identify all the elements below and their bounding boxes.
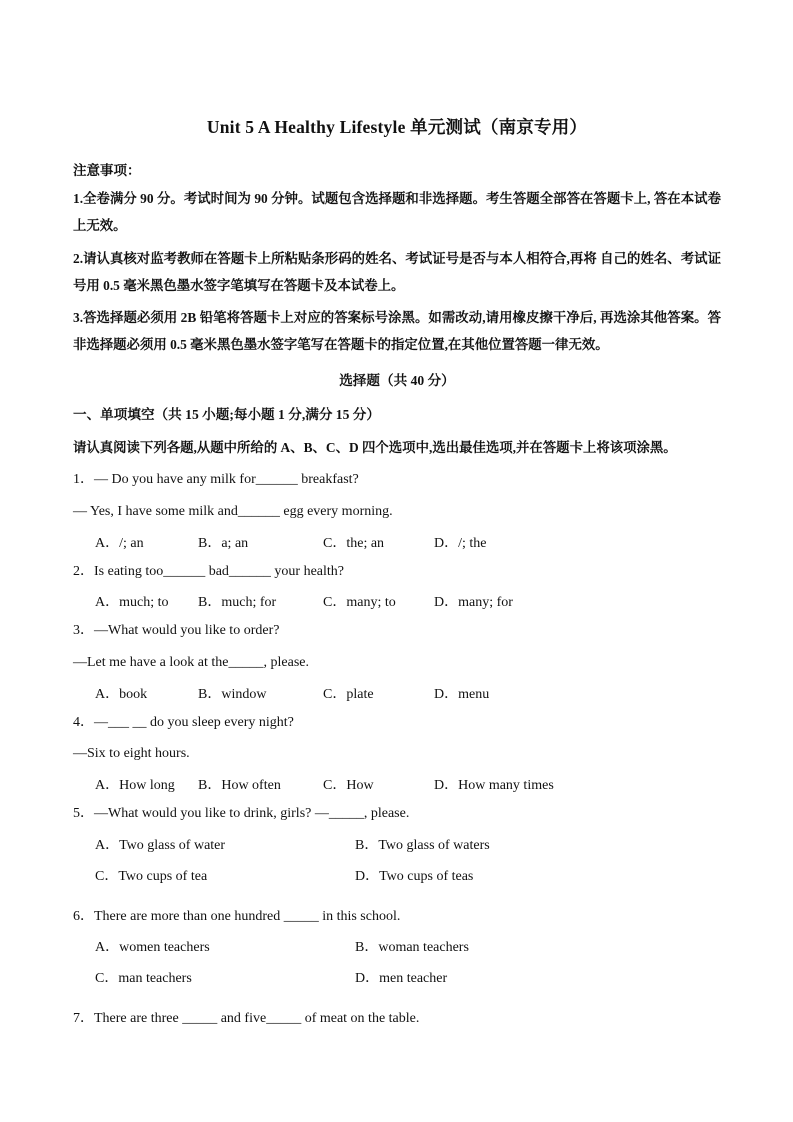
question-reply: —Six to eight hours. bbox=[73, 746, 190, 762]
option-row bbox=[73, 775, 721, 794]
option-grid-row bbox=[73, 866, 721, 897]
question-stem bbox=[73, 906, 721, 928]
question-7 bbox=[73, 1008, 721, 1030]
option-d[interactable]: D．men teacher bbox=[355, 971, 448, 987]
option-d[interactable]: D．many; for bbox=[434, 595, 513, 611]
option-grid-row bbox=[73, 968, 721, 999]
option-b[interactable]: B．woman teachers bbox=[355, 940, 469, 956]
option-b[interactable]: B．Two glass of waters bbox=[355, 837, 490, 853]
option-c[interactable]: C．man teachers bbox=[95, 971, 192, 987]
option-grid bbox=[73, 937, 721, 999]
option-c[interactable]: C．the; an bbox=[323, 535, 385, 551]
question-text: There are more than one hundred _____ in this school. bbox=[94, 908, 401, 924]
question-3 bbox=[73, 620, 721, 702]
option-a[interactable]: A．book bbox=[95, 686, 148, 702]
option-d[interactable]: D．How many times bbox=[434, 777, 554, 793]
option-a[interactable]: A．/; an bbox=[95, 535, 144, 551]
question-stem bbox=[73, 712, 721, 734]
option-b[interactable]: B．window bbox=[198, 686, 267, 702]
question-number: 4． bbox=[73, 714, 94, 730]
question-stem bbox=[73, 469, 721, 491]
option-c[interactable]: C．many; to bbox=[323, 595, 396, 611]
question-stem bbox=[73, 1008, 721, 1030]
question-2 bbox=[73, 561, 721, 612]
question-text: Is eating too______ bad______ your health? bbox=[94, 563, 345, 579]
question-number: 5． bbox=[73, 805, 94, 821]
option-b[interactable]: B．a; an bbox=[198, 535, 249, 551]
option-row bbox=[73, 533, 721, 552]
option-row bbox=[73, 592, 721, 611]
question-6 bbox=[73, 906, 721, 1000]
question-number: 2． bbox=[73, 563, 94, 579]
option-b[interactable]: B．much; for bbox=[198, 595, 277, 611]
notice-item-1: 1.全卷满分 90 分。考试时间为 90 分钟。试题包含选择题和非选择题。考生答题全部答在答题卡上, 答在本试卷上无效。 bbox=[73, 191, 721, 234]
question-4 bbox=[73, 712, 721, 794]
question-text: —What would you like to drink, girls? —_____, please. bbox=[94, 805, 410, 821]
question-stem bbox=[73, 561, 721, 583]
option-a[interactable]: A．Two glass of water bbox=[95, 837, 226, 853]
option-a[interactable]: A．How long bbox=[95, 777, 175, 793]
option-b[interactable]: B．How often bbox=[198, 777, 281, 793]
question-text: — Do you have any milk for______ breakfast? bbox=[94, 472, 359, 488]
option-c[interactable]: C．Two cups of tea bbox=[95, 868, 208, 884]
notice-label: 注意事项： bbox=[73, 163, 141, 178]
question-number: 6． bbox=[73, 908, 94, 924]
option-d[interactable]: D．Two cups of teas bbox=[355, 868, 474, 884]
option-c[interactable]: C．plate bbox=[323, 686, 374, 702]
section-heading: 一、单项填空（共 15 小题;每小题 1 分,满分 15 分） bbox=[73, 406, 380, 422]
question-text: —___ __ do you sleep every night? bbox=[94, 714, 294, 730]
question-number: 7． bbox=[73, 1011, 94, 1027]
option-row bbox=[73, 684, 721, 703]
option-c[interactable]: C．How bbox=[323, 777, 374, 793]
option-d[interactable]: D．menu bbox=[434, 686, 490, 702]
option-grid bbox=[73, 835, 721, 897]
question-5 bbox=[73, 803, 721, 897]
page-title: Unit 5 A Healthy Lifestyle 单元测试（南京专用） bbox=[206, 117, 588, 137]
question-1 bbox=[73, 469, 721, 551]
question-reply: —Let me have a look at the_____, please. bbox=[73, 654, 309, 670]
section-instruction: 请认真阅读下列各题,从题中所给的 A、B、C、D 四个选项中,选出最佳选项,并在答题卡上将该项涂黑。 bbox=[73, 440, 677, 456]
option-grid-row bbox=[73, 835, 721, 866]
question-number: 3． bbox=[73, 623, 94, 639]
question-stem bbox=[73, 620, 721, 642]
question-text: —What would you like to order? bbox=[94, 623, 280, 639]
question-text: There are three _____ and five_____ of meat on the table. bbox=[94, 1011, 420, 1027]
question-stem bbox=[73, 803, 721, 825]
option-a[interactable]: A．women teachers bbox=[95, 940, 210, 956]
part-heading: 选择题（共 40 分） bbox=[339, 373, 455, 389]
page-content bbox=[73, 0, 721, 1030]
notice-item-2: 2.请认真核对监考教师在答题卡上所粘贴条形码的姓名、考试证号是否与本人相符合,再将 自己的姓名、考试证号用 0.5 毫米黑色墨水签字笔填写在答题卡及本试卷上。 bbox=[73, 250, 721, 293]
option-a[interactable]: A．much; to bbox=[95, 595, 169, 611]
question-reply: — Yes, I have some milk and______ egg every morning. bbox=[73, 503, 393, 519]
question-number: 1． bbox=[73, 472, 94, 488]
notice-item-3: 3.答选择题必须用 2B 铅笔将答题卡上对应的答案标号涂黑。如需改动,请用橡皮擦干净后, 再选涂其他答案。答非选择题必须用 0.5 毫米黑色墨水签字笔写在答题卡的指定位置,在其他位置答题一律无效。 bbox=[73, 310, 721, 353]
option-d[interactable]: D．/; the bbox=[434, 535, 487, 551]
option-grid-row bbox=[73, 937, 721, 968]
